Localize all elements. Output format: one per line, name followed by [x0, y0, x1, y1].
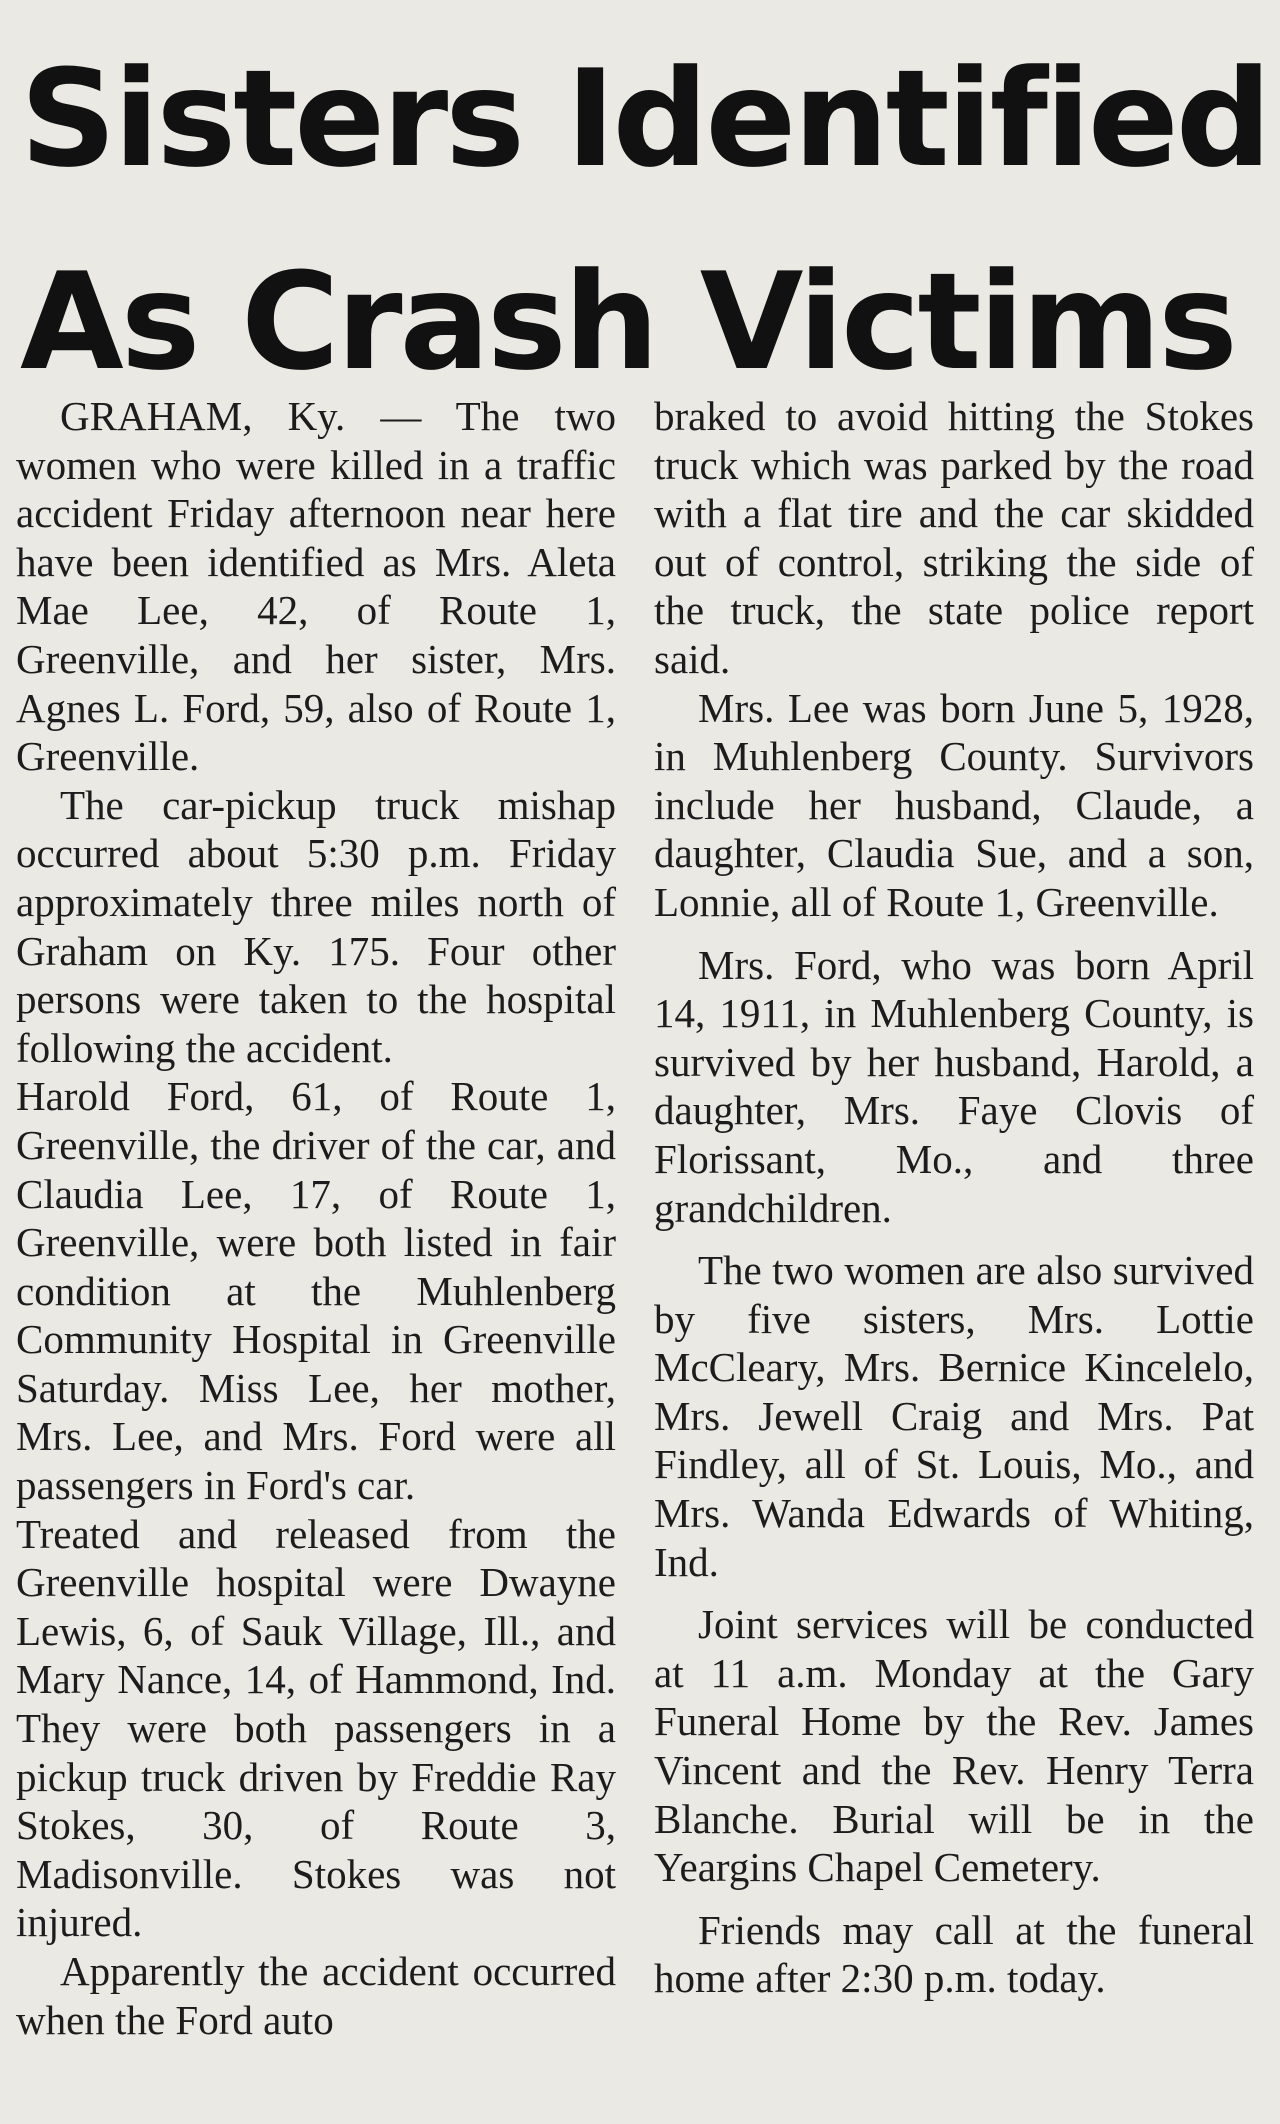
paragraph-sisters: The two women are also survived by five sisters, Mrs. Lottie McCleary, Mrs. Bernice Kincelelo, Mrs. Jewell Craig and Mrs. Pat Findley, all of St. Louis, Mo., and Mrs. Wanda Edwards of Whiting, Ind. — [654, 1247, 1254, 1585]
right-column — [654, 392, 1254, 2003]
paragraph-cause-start: Apparently the accident occurred when the Ford auto — [16, 1948, 616, 2043]
headline — [20, 18, 1269, 424]
paragraph-mishap: The car-pickup truck mishap occurred about 5:30 p.m. Friday approximately three miles north of Graham on Ky. 175. Four other persons were taken to the hospital following the accident. — [16, 781, 616, 1071]
headline-line-2: As Crash Victims — [20, 244, 1235, 400]
paragraph-dateline-lead: GRAHAM, Ky. — The two women who were killed in a traffic accident Friday afternoon near here have been identified as Mrs. Aleta Mae Lee, 42, of Route 1, Greenville, and her sister, Mrs. Agnes L. Ford, 59, also of Route 1, Greenville. — [16, 393, 616, 780]
paragraph-condition: Harold Ford, 61, of Route 1, Greenville, the driver of the car, and Claudia Lee, 17, of Route 1, Greenville, were both listed in fair condition at the Muhlenberg Community Hospital in Greenville Saturday. Miss Lee, her mother, Mrs. Lee, and Mrs. Ford were all passengers in Ford's car. — [16, 1073, 616, 1509]
paragraph-treated-released: Treated and released from the Greenville hospital were Dwayne Lewis, 6, of Sauk Village, Ill., and Mary Nance, 14, of Hammond, Ind. They were both passengers in a pickup truck driven by Freddie Ray Stokes, 30, of Route 3, Madisonville. Stokes was not injured. — [16, 1510, 616, 1946]
paragraph-mrs-lee-bio: Mrs. Lee was born June 5, 1928, in Muhlenberg County. Survivors include her husband, Claude, a daughter, Claudia Sue, and a son, Lonnie, all of Route 1, Greenville. — [654, 684, 1254, 925]
paragraph-services: Joint services will be conducted at 11 a.m. Monday at the Gary Funeral Home by the Rev. James Vincent and the Rev. Henry Terra Blanche. Burial will be in the Yeargins Chapel Cemetery. — [654, 1601, 1254, 1891]
paragraph-visitation: Friends may call at the funeral home after 2:30 p.m. today. — [654, 1906, 1254, 2002]
paragraph-mrs-ford-bio: Mrs. Ford, who was born April 14, 1911, in Muhlenberg County, is survived by her husband, Harold, a daughter, Mrs. Faye Clovis of Florissant, Mo., and three grandchildren. — [654, 941, 1254, 1231]
paragraph-cause-continued: braked to avoid hitting the Stokes truck which was parked by the road with a flat tire and the car skidded out of control, striking the side of the truck, the state police report said. — [654, 393, 1254, 682]
headline-line-1: Sisters Identified — [20, 41, 1269, 197]
left-column — [16, 392, 616, 2044]
